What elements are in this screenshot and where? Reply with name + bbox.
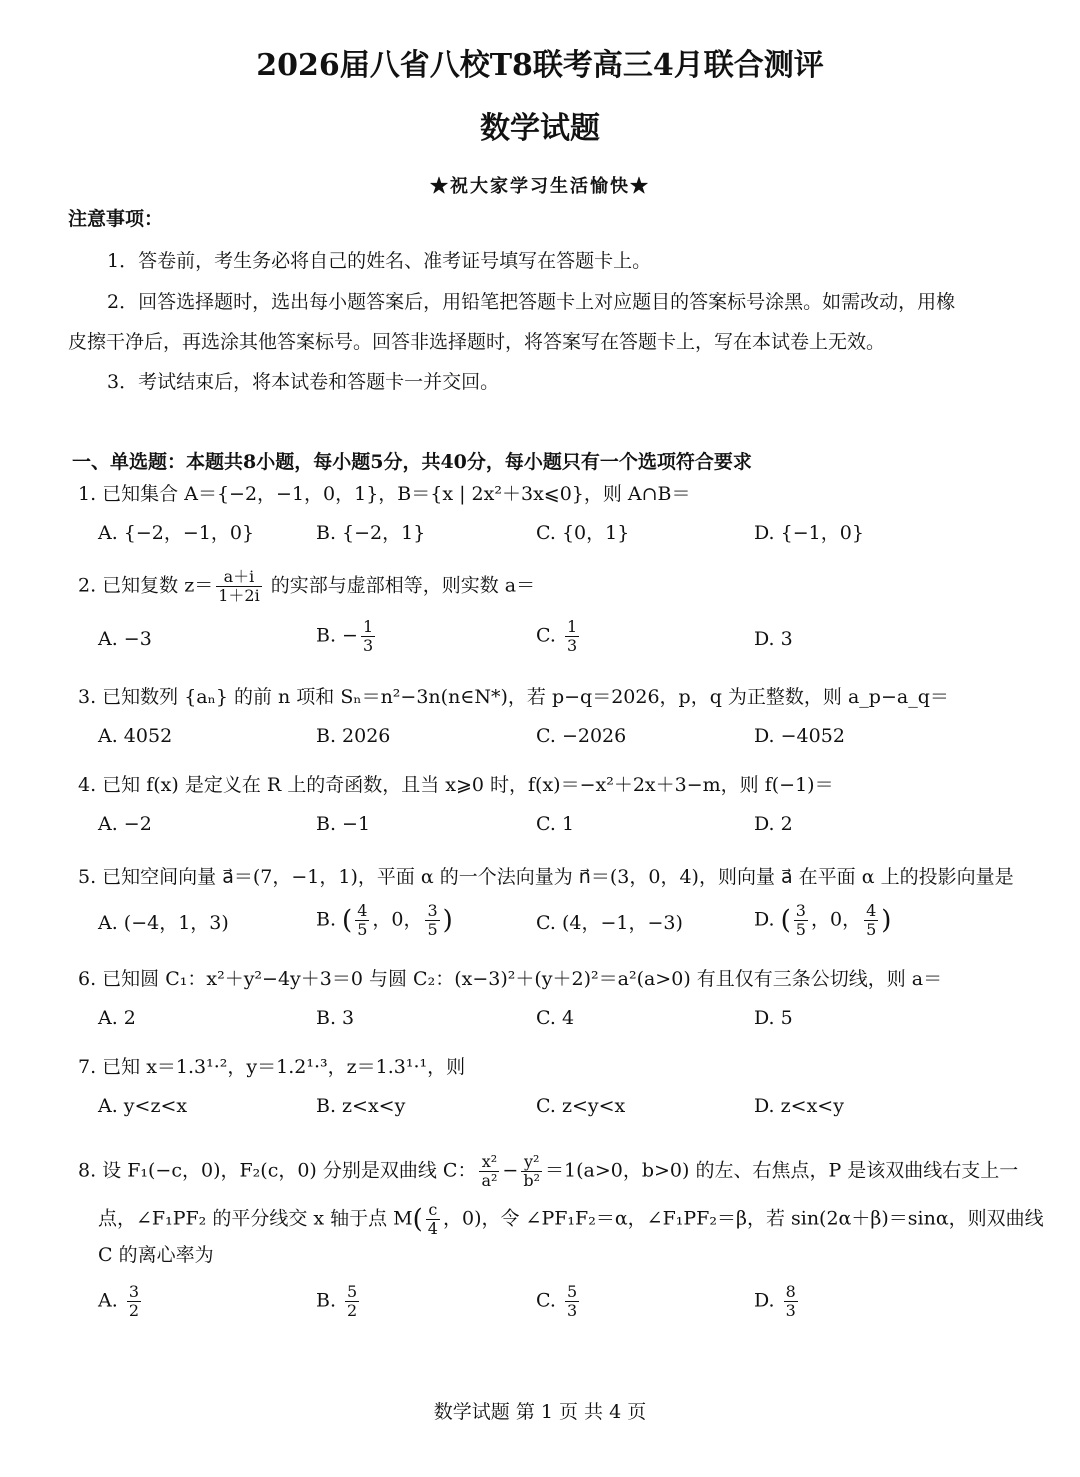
q2-b-fraction: [361, 618, 375, 655]
q2-c-den: 3: [566, 636, 578, 655]
q5-b-prefix: B.: [316, 908, 343, 931]
q2-c-prefix: C.: [536, 624, 562, 647]
section-1-heading: 一、单选题：本题共8小题，每小题5分，共40分，每小题只有一个选项符合要求: [72, 451, 752, 473]
q2-option-b: [316, 618, 378, 655]
q8-c-den: 3: [566, 1301, 578, 1320]
q4-option-b: B. −1: [316, 813, 371, 835]
q1-option-c: C. {0，1}: [536, 522, 630, 544]
q8-c-num: 5: [566, 1282, 578, 1301]
q5-option-a: A. (−4，1，3): [98, 912, 229, 934]
q8-f1-den: a²: [481, 1171, 498, 1190]
q1-math: A＝{−2，−1，0，1}，B＝{x | 2x²＋3x⩽0}，则 A∩B＝: [184, 483, 691, 505]
q8-a-fraction: [127, 1283, 141, 1320]
q6-option-a: A. 2: [98, 1007, 136, 1029]
q5-b-close-paren: ): [442, 905, 453, 936]
q5-d-mid: ，0，: [810, 908, 862, 931]
question-3-stem: 3. 已知数列 {aₙ} 的前 n 项和 Sₙ＝n²−3n(n∈N*)，若 p−q＝2026，p，q 为正整数，则 a_p−a_q＝: [78, 686, 949, 708]
q6-option-d: D. 5: [754, 1007, 793, 1029]
q2-frac-den: 1＋2i: [218, 586, 260, 605]
q5-b-den-2: 5: [427, 920, 438, 939]
q1-prefix: 1. 已知集合: [78, 483, 185, 505]
q2-option-a: A. −3: [98, 628, 152, 650]
q8-f2-den: b²: [523, 1171, 540, 1190]
q8-a-den: 2: [128, 1301, 139, 1320]
q8-frac-x: [479, 1153, 499, 1190]
q2-prefix: 2. 已知复数 z＝: [78, 574, 214, 597]
q5-d-den-2: 5: [866, 920, 877, 939]
q4-option-d: D. 2: [754, 813, 793, 835]
subject-title: 数学试题: [480, 111, 600, 146]
q8-m-num: c: [426, 1201, 440, 1220]
q8-d-fraction: [784, 1283, 798, 1320]
q2-b-num: 1: [362, 617, 374, 636]
q7-option-b: B. z<x<y: [316, 1095, 406, 1117]
q8-c-fraction: [565, 1283, 579, 1320]
q8-d-den: 3: [785, 1301, 796, 1320]
q8-option-b: [316, 1283, 362, 1320]
q3-option-a: A. 4052: [98, 725, 173, 747]
question-8-line-2: [98, 1201, 1044, 1238]
greeting-line: ★祝大家学习生活愉快★: [430, 176, 650, 197]
q5-option-c: C. (4，−1，−3): [536, 912, 683, 934]
q8-option-a: [98, 1283, 144, 1320]
q8-line1-a: 8. 设 F₁(−c，0)，F₂(c，0) 分别是双曲线 C：: [78, 1159, 477, 1182]
q2-b-prefix: B. −: [316, 624, 358, 647]
page-footer: 数学试题 第 1 页 共 4 页: [433, 1401, 647, 1423]
question-8-line-1: [78, 1153, 1018, 1190]
q7-option-d: D. z<x<y: [754, 1095, 844, 1117]
q5-b-open-paren: (: [342, 905, 353, 936]
q5-option-d: [754, 902, 891, 939]
q8-m-open-paren: (: [412, 1204, 423, 1235]
q8-f1-num: x²: [479, 1153, 499, 1172]
q2-b-den: 3: [362, 636, 374, 655]
notice-item-3: 3．考试结束后，将本试卷和答题卡一并交回。: [107, 371, 500, 393]
q5-d-num-1: 3: [795, 901, 806, 920]
q8-c-prefix: C.: [536, 1289, 562, 1312]
q7-option-a: A. y<z<x: [98, 1095, 188, 1117]
question-7-stem: 7. 已知 x＝1.3¹·²，y＝1.2¹·³，z＝1.3¹·¹，则: [78, 1056, 466, 1078]
question-6-stem: 6. 已知圆 C₁：x²＋y²−4y＋3＝0 与圆 C₂：(x−3)²＋(y＋2)²＝a²(a>0) 有且仅有三条公切线，则 a＝: [78, 968, 943, 990]
q2-c-fraction: [565, 618, 579, 655]
q4-option-c: C. 1: [536, 813, 575, 835]
q8-m-den: 4: [427, 1219, 438, 1238]
q8-b-num: 5: [347, 1282, 358, 1301]
notice-item-1: 1．答卷前，考生务必将自己的姓名、准考证号填写在答题卡上。: [107, 250, 652, 272]
q8-frac-m: [426, 1201, 440, 1238]
q8-minus: −: [502, 1159, 519, 1182]
question-4-stem: 4. 已知 f(x) 是定义在 R 上的奇函数，且当 x⩾0 时，f(x)＝−x²＋2x＋3−m，则 f(−1)＝: [78, 774, 834, 796]
q8-line2-b: ，0)，令 ∠PF₁F₂＝α，∠F₁PF₂＝β，若 sin(2α＋β)＝sinα，则双曲线: [442, 1207, 1044, 1230]
q2-suffix: 的实部与虚部相等，则实数 a＝: [264, 574, 536, 597]
q5-b-frac-2: [425, 902, 439, 939]
notice-heading: 注意事项：: [68, 208, 164, 230]
q3-option-b: B. 2026: [316, 725, 391, 747]
q8-b-fraction: [345, 1283, 359, 1320]
q8-option-c: [536, 1283, 582, 1320]
q2-option-d: D. 3: [754, 628, 793, 650]
q4-option-a: A. −2: [98, 813, 152, 835]
q7-option-c: C. z<y<x: [536, 1095, 626, 1117]
q5-option-b: [316, 902, 453, 939]
q5-b-num-2: 3: [427, 901, 438, 920]
notice-item-2-line-2: 皮擦干净后，再选涂其他答案标号。回答非选择题时，将答案写在答题卡上，写在本试卷上无效。: [68, 331, 886, 353]
question-5-stem: 5. 已知空间向量 a⃗＝(7，−1，1)，平面 α 的一个法向量为 n⃗＝(3，0，4)，则向量 a⃗ 在平面 α 上的投影向量是: [78, 866, 1014, 888]
q2-fraction: [216, 568, 261, 605]
q2-c-num: 1: [566, 617, 578, 636]
q5-b-num-1: 4: [357, 901, 368, 920]
q5-d-frac-2: [864, 902, 878, 939]
q8-b-den: 2: [347, 1301, 358, 1320]
q5-d-close-paren: ): [881, 905, 892, 936]
q5-d-num-2: 4: [866, 901, 877, 920]
q5-b-mid: ，0，: [372, 908, 423, 931]
q8-d-prefix: D.: [754, 1289, 781, 1312]
q8-a-prefix: A.: [98, 1289, 124, 1312]
q8-line2-a: 点，∠F₁PF₂ 的平分线交 x 轴于点 M: [98, 1207, 413, 1230]
question-8-line-3: C 的离心率为: [98, 1244, 214, 1266]
exam-title: 2026届八省八校T8联考高三4月联合测评: [256, 48, 824, 83]
q2-option-c: [536, 618, 582, 655]
q1-option-a: A. {−2，−1，0}: [98, 522, 255, 544]
notice-item-2-line-1: 2．回答选择题时，选出每小题答案后，用铅笔把答题卡上对应题目的答案标号涂黑。如需改动，用橡: [107, 291, 956, 313]
q5-d-den-1: 5: [795, 920, 806, 939]
q6-option-b: B. 3: [316, 1007, 355, 1029]
q8-line1-b: ＝1(a>0，b>0) 的左、右焦点，P 是该双曲线右支上一: [545, 1159, 1019, 1182]
q6-option-c: C. 4: [536, 1007, 575, 1029]
q8-d-num: 8: [785, 1282, 796, 1301]
q8-b-prefix: B.: [316, 1289, 343, 1312]
q5-d-open-paren: (: [780, 905, 791, 936]
q5-d-prefix: D.: [754, 908, 781, 931]
q3-option-d: D. −4052: [754, 725, 845, 747]
q5-b-frac-1: [355, 902, 369, 939]
q2-frac-num: a＋i: [216, 568, 261, 587]
q8-frac-y: [521, 1153, 542, 1190]
question-1-stem: [78, 481, 691, 507]
q8-option-d: [754, 1283, 801, 1320]
q1-option-b: B. {−2，1}: [316, 522, 426, 544]
q1-option-d: D. {−1，0}: [754, 522, 864, 544]
question-2-stem: [78, 568, 535, 605]
q8-f2-num: y²: [521, 1153, 542, 1172]
q5-d-frac-1: [794, 902, 808, 939]
q5-b-den-1: 5: [357, 920, 368, 939]
q8-a-num: 3: [128, 1282, 139, 1301]
q3-option-c: C. −2026: [536, 725, 627, 747]
